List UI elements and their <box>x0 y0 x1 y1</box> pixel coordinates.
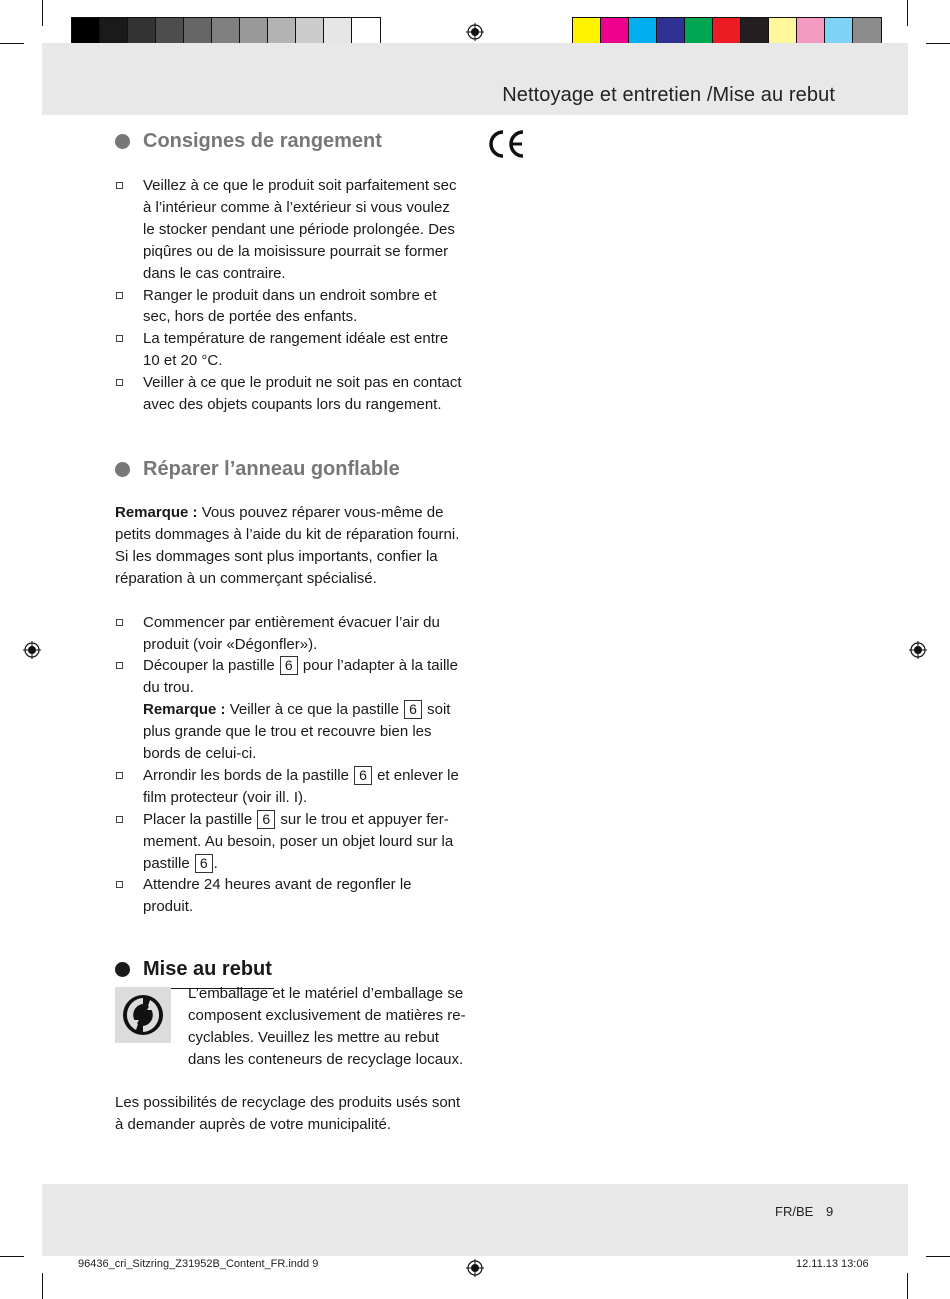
page-header-title: Nettoyage et entretien /Mise au rebut <box>502 84 835 106</box>
checkbox-square-icon <box>116 379 123 386</box>
part-reference: 6 <box>280 656 298 675</box>
color-swatch <box>657 18 685 45</box>
list-item: Commencer par entièrement évacuer l’air du produit (voir «Dégonfler»). <box>115 612 465 656</box>
recycling-text: L’emballage et le matériel d’emballage se composent exclusivement de matières re-cyclables. Veuillez les mettre au rebut dans les conteneurs de recyclage locaux. <box>188 985 466 1068</box>
section-heading-repair: Réparer l’anneau gonflable <box>115 454 465 484</box>
section-heading-storage: Consignes de rangement <box>115 126 465 156</box>
registration-mark-icon <box>909 641 927 659</box>
part-reference: 6 <box>257 810 275 829</box>
bullet-dot <box>115 462 130 477</box>
color-swatch <box>629 18 657 45</box>
color-swatch <box>128 18 156 45</box>
checkbox-square-icon <box>116 619 123 626</box>
list-item: La température de rangement idéale est entre 10 et 20 °C. <box>115 328 465 372</box>
checkbox-square-icon <box>116 182 123 189</box>
repair-steps <box>115 612 465 919</box>
color-swatch <box>713 18 741 45</box>
timestamp-slug: 12.11.13 13:06 <box>796 1258 869 1270</box>
bullet-dot <box>115 962 130 977</box>
color-swatch <box>853 18 881 45</box>
page-number: 9 <box>826 1204 834 1219</box>
list-item: Veiller à ce que le produit ne soit pas en contact avec des objets coupants lors du rangement. <box>115 372 465 416</box>
process-color-bar <box>572 17 882 46</box>
color-swatch <box>324 18 352 45</box>
checkbox-square-icon <box>116 816 123 823</box>
color-swatch <box>212 18 240 45</box>
gray-color-bar <box>71 17 381 46</box>
list-item: Découper la pastille 6 pour l’adapter à la taille du trou. Remarque : Veiller à ce que la pastille 6 soit plus grande que le trou et recouvre bien les bords de celui-ci. <box>115 655 465 765</box>
registration-mark-icon <box>23 641 41 659</box>
color-swatch <box>685 18 713 45</box>
ce-mark-icon <box>486 128 526 160</box>
footer-band <box>42 1184 908 1256</box>
color-swatch <box>268 18 296 45</box>
color-swatch <box>825 18 853 45</box>
part-reference: 6 <box>195 854 213 873</box>
storage-list <box>115 175 465 416</box>
green-dot-recycling-icon <box>115 987 171 1043</box>
repair-note: Remarque : Vous pouvez réparer vous-même de petits dommages à l’aide du kit de réparation fourni. Si les dommages sont plus importants, confier la réparation à un commerçant spécialisé. <box>115 503 460 587</box>
color-swatch <box>184 18 212 45</box>
part-reference: 6 <box>404 700 422 719</box>
content-column <box>115 126 465 989</box>
color-swatch <box>100 18 128 45</box>
file-slug: 96436_cri_Sitzring_Z31952B_Content_FR.indd 9 <box>78 1258 319 1270</box>
list-item: Placer la pastille 6 sur le trou et appuyer fer-mement. Au besoin, poser un objet lourd sur la pastille 6 . <box>115 809 465 875</box>
color-swatch <box>769 18 797 45</box>
color-swatch <box>797 18 825 45</box>
list-item: Veillez à ce que le produit soit parfaitement sec à l’intérieur comme à l’extérieur si vous voulez le stocker pendant une période prolongée. Des piqûres ou de la moisissure pourrait se former dans le cas contraire. <box>115 175 465 285</box>
color-swatch <box>240 18 268 45</box>
disposal-text: Les possibilités de recyclage des produits usés sont à demander auprès de votre municipalité. <box>115 1094 461 1133</box>
registration-mark-icon <box>466 23 484 41</box>
bullet-dot <box>115 134 130 149</box>
color-swatch <box>72 18 100 45</box>
color-swatch <box>741 18 769 45</box>
list-item: Arrondir les bords de la pastille 6 et enlever le film protecteur (voir ill. I). <box>115 765 465 809</box>
color-swatch <box>352 18 380 45</box>
footer-language: FR/BE <box>775 1204 814 1219</box>
checkbox-square-icon <box>116 335 123 342</box>
checkbox-square-icon <box>116 772 123 779</box>
checkbox-square-icon <box>116 881 123 888</box>
registration-mark-icon <box>466 1259 484 1277</box>
part-reference: 6 <box>354 766 372 785</box>
checkbox-square-icon <box>116 662 123 669</box>
color-swatch <box>156 18 184 45</box>
color-swatch <box>573 18 601 45</box>
checkbox-square-icon <box>116 292 123 299</box>
section-heading-disposal: Mise au rebut <box>115 954 274 989</box>
color-swatch <box>296 18 324 45</box>
color-swatch <box>601 18 629 45</box>
list-item: Attendre 24 heures avant de regonfler le produit. <box>115 874 465 918</box>
list-item: Ranger le produit dans un endroit sombre et sec, hors de portée des enfants. <box>115 285 465 329</box>
